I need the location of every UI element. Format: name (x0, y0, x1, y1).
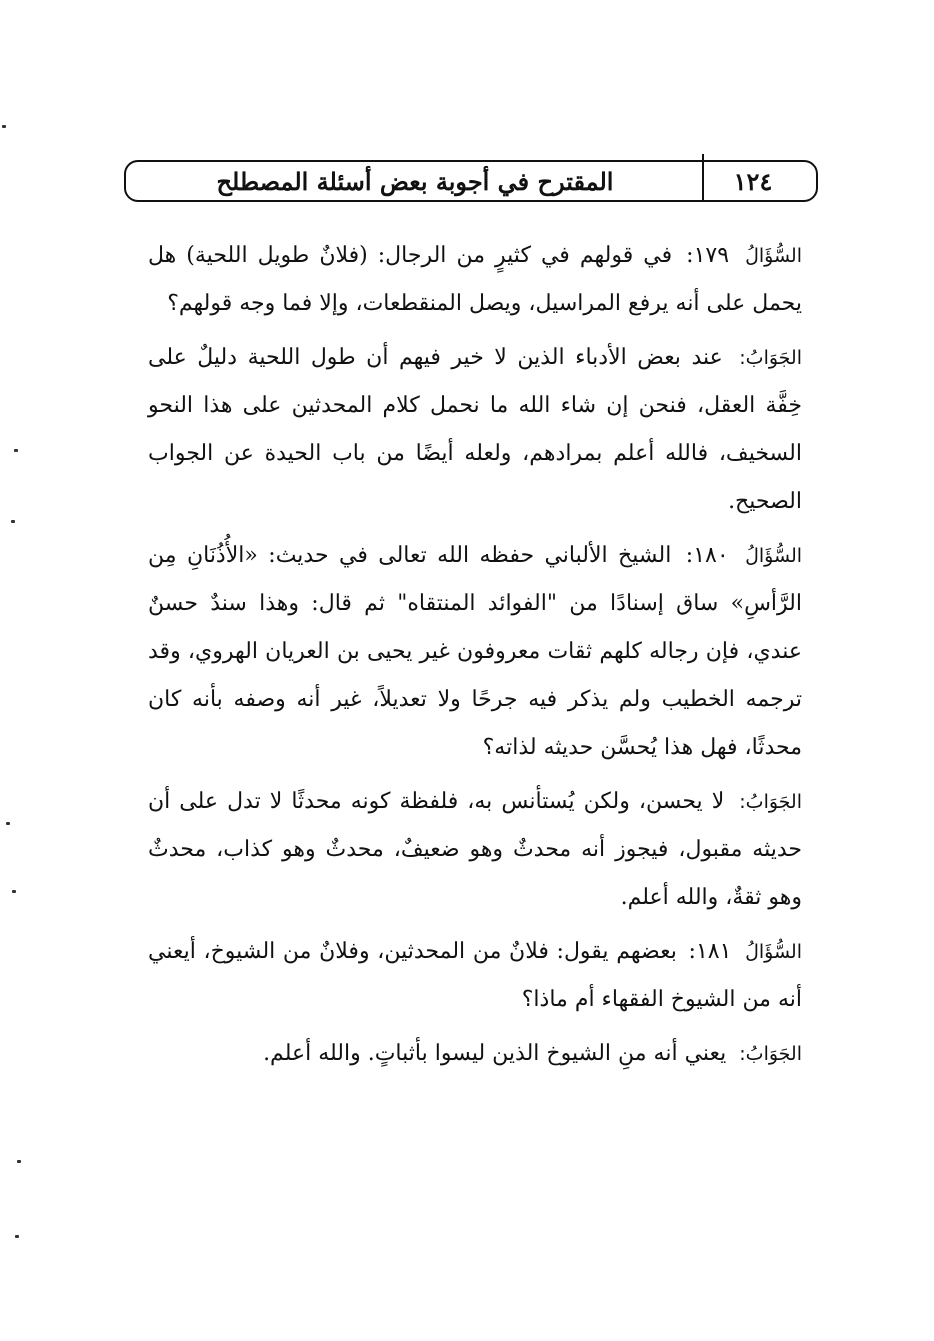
header-divider (702, 154, 704, 202)
scan-mark (12, 890, 16, 893)
question-text: الشيخ الألباني حفظه الله تعالى في حديث: «الأُذُنَانِ مِن الرَّأسِ» ساق إسنادًا من "الفوائد المنتقاه" ثم قال: وهذا سندٌ حسنٌ عندي، فإن رجاله كلهم ثقات معروفون غير يحيى بن العريان الهروي، وقد ترجمه الخطيب ولم يذكر فيه جرحًا ولا تعديلاً، غير أنه وصفه بأنه كان محدثًا، فهل هذا يُحسَّن حديثه لذاته؟ (148, 543, 802, 760)
question-label: السُّؤَالُ (745, 545, 803, 567)
qa-content (148, 232, 802, 1084)
answer-181 (148, 1030, 802, 1078)
question-label: السُّؤَالُ (745, 245, 802, 267)
answer-label: الجَوَابُ: (739, 1043, 802, 1065)
question-text: في قولهم في كثيرٍ من الرجال: (فلانٌ طويل اللحية) هل يحمل على أنه يرفع المراسيل، ويصل المنقطعات، وإلا فما وجه قولهم؟ (148, 243, 802, 316)
running-header (124, 160, 818, 202)
scan-mark (17, 1160, 21, 1163)
scan-mark (15, 1235, 19, 1238)
answer-180 (148, 778, 802, 922)
scan-mark (14, 449, 18, 452)
question-180 (148, 532, 802, 772)
book-title: المقترح في أجوبة بعض أسئلة المصطلح (216, 167, 614, 196)
question-number: ١٧٩: (686, 243, 730, 268)
answer-label: الجَوَابُ: (739, 791, 802, 813)
answer-text: يعني أنه منِ الشيوخ الذين ليسوا بأثباتٍ. والله أعلم. (263, 1041, 727, 1066)
answer-179 (148, 334, 802, 526)
scan-mark (6, 822, 10, 825)
page-number: ١٢٤ (733, 167, 773, 196)
answer-label: الجَوَابُ: (739, 347, 802, 369)
question-number: ١٨٠: (685, 543, 729, 568)
question-label: السُّؤَالُ (745, 941, 802, 963)
answer-text: عند بعض الأدباء الذين لا خير فيهم أن طول اللحية دليلٌ على خِفَّة العقل، فنحن إن شاء الله ما نحمل كلام المحدثين على هذا النحو السخيف، فالله أعلم بمرادهم، ولعله أيضًا من باب الحيدة عن الجواب الصحيح. (148, 345, 802, 514)
question-text: بعضهم يقول: فلانٌ من المحدثين، وفلانٌ من الشيوخ، أيعني أنه من الشيوخ الفقهاء أم ماذا؟ (148, 939, 802, 1012)
scan-mark (2, 125, 6, 128)
scan-mark (11, 520, 15, 523)
question-179 (148, 232, 802, 328)
question-number: ١٨١: (688, 939, 732, 964)
answer-text: لا يحسن، ولكن يُستأنس به، فلفظة كونه محدثًا لا تدل على أن حديثه مقبول، فيجوز أنه محدثٌ وهو ضعيفٌ، محدثٌ وهو كذاب، محدثٌ وهو ثقةٌ، والله أعلم. (148, 789, 802, 910)
question-181 (148, 928, 802, 1024)
